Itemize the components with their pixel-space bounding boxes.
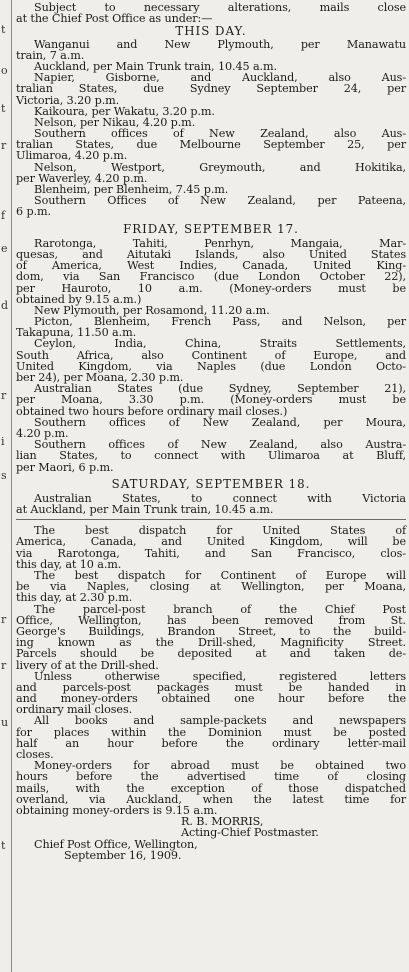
mail-entry-line: Ulimaroa, 4.20 p.m. bbox=[16, 149, 128, 163]
mail-entry-line: per Hauroto, 10 a.m. (Money-orders must be bbox=[16, 281, 406, 295]
notice-line: mails, with the exception of those dispatched bbox=[16, 781, 406, 795]
mail-entry-line: Napier, Gisborne, and Auckland, also Aus- bbox=[34, 71, 406, 85]
mail-entry-line: obtained two hours before ordinary mail closes.) bbox=[16, 404, 288, 418]
mail-entry-line: 4.20 p.m. bbox=[16, 426, 69, 440]
mail-entry-line: United Kingdom, via Naples (due London Octo- bbox=[16, 359, 406, 373]
mail-entry-line: Picton, Blenheim, French Pass, and Nelson, per bbox=[34, 315, 406, 329]
mail-entry-line: obtained by 9.15 a.m.) bbox=[16, 292, 142, 306]
mail-entry-line: Victoria, 3.20 p.m. bbox=[16, 93, 120, 107]
mail-entry-line: Wanganui and New Plymouth, per Manawatu bbox=[34, 37, 406, 51]
notice-line: The best dispatch for United States of bbox=[34, 524, 406, 538]
notice-line: via Rarotonga, Tahiti, and San Francisco, clos- bbox=[16, 546, 406, 560]
mail-entry-line: Nelson, Westport, Greymouth, and Hokitika, bbox=[34, 160, 406, 174]
mail-entry-line: dom, via San Francisco (due London October 22), bbox=[16, 270, 406, 284]
intro-line: Subject to necessary alterations, mails close bbox=[34, 1, 406, 14]
mail-entry-line: quesas, and Aitutaki Islands, also United States bbox=[16, 247, 406, 261]
mail-entry-line: Blenheim, per Blenheim, 7.45 p.m. bbox=[34, 183, 229, 196]
mail-entry-line: tralian States, due Melbourne September 25, per bbox=[16, 138, 406, 152]
signature-name: R. B. MORRIS, bbox=[181, 815, 264, 829]
margin-fragment-char: d bbox=[1, 299, 9, 312]
mail-entry-line: Rarotonga, Tahiti, Penrhyn, Mangaia, Mar- bbox=[34, 236, 406, 250]
mail-entry-line: per Maori, 6 p.m. bbox=[16, 460, 114, 474]
margin-fragment-char: o bbox=[1, 64, 8, 77]
notice-line: overland, via Auckland, when the latest time for bbox=[16, 792, 406, 806]
mail-entry-line: per Moana, 3.30 p.m. (Money-orders must be bbox=[16, 393, 406, 407]
mail-entry-line: Nelson, per Nikau, 4.20 p.m. bbox=[34, 115, 196, 129]
intro-line: at the Chief Post Office as under:— bbox=[16, 12, 213, 26]
margin-fragment-char: u bbox=[1, 716, 9, 729]
mail-entry-line: Ceylon, India, China, Straits Settlements, bbox=[34, 337, 406, 351]
notice-line: Office, Wellington, has been removed from St. bbox=[16, 613, 406, 627]
margin-fragment-char: s bbox=[1, 469, 7, 482]
notice-line: George's Buildings, Brandon Street, to the build- bbox=[16, 624, 406, 638]
margin-fragment-char: r bbox=[1, 139, 7, 152]
mail-entry-line: Auckland, per Main Trunk train, 10.45 a.m. bbox=[34, 59, 277, 73]
section-divider bbox=[16, 519, 406, 520]
margin-fragment-char: i bbox=[1, 435, 5, 448]
mail-entry-line: per Waverley, 4.20 p.m. bbox=[16, 171, 148, 185]
margin-fragment-char: r bbox=[1, 389, 7, 402]
notice-line: ordinary mail closes. bbox=[16, 703, 133, 717]
notice-line: half an hour before the ordinary letter-mail bbox=[16, 736, 406, 750]
margin-fragment-char: t bbox=[1, 23, 6, 36]
mail-notices-column bbox=[16, 0, 406, 861]
notice-line: this day, at 10 a.m. bbox=[16, 557, 122, 571]
mail-entry-line: South Africa, also Continent of Europe, and bbox=[16, 348, 406, 362]
section-heading-friday: FRIDAY, SEPTEMBER 17. bbox=[123, 221, 299, 236]
mail-entry-line: tralian States, due Sydney September 24, per bbox=[16, 82, 406, 96]
mail-entry-line: Southern offices of New Zealand, per Moura, bbox=[34, 415, 406, 429]
notice-line: this day, at 2.30 p.m. bbox=[16, 591, 133, 605]
notice-line: The best dispatch for Continent of Europe will bbox=[34, 569, 406, 582]
section-heading-saturday: SATURDAY, SEPTEMBER 18. bbox=[111, 476, 311, 491]
mail-entry-line: Australian States (due Sydney, September 21), bbox=[34, 382, 406, 396]
notice-line: livery of at the Drill-shed. bbox=[16, 658, 159, 672]
mail-entry-line: Kaikoura, per Wakatu, 3.20 p.m. bbox=[34, 104, 215, 118]
mail-entry-line: Takapuna, 11.50 a.m. bbox=[16, 326, 137, 340]
mail-entry-line: ber 24), per Moana, 2.30 p.m. bbox=[16, 371, 184, 384]
margin-fragment-char: f bbox=[1, 209, 6, 222]
margin-fragment-char: t bbox=[1, 839, 6, 852]
notice-line: closes. bbox=[16, 748, 54, 761]
mail-entry-line: at Auckland, per Main Trunk train, 10.45 a.m. bbox=[16, 503, 274, 517]
notice-line: ing known as the Drill-shed, Magnificity Street. bbox=[16, 636, 406, 650]
notice-line: and money-orders obtained one hour before the bbox=[16, 692, 406, 706]
mail-entry-line: Australian States, to connect with Victoria bbox=[34, 491, 406, 505]
mail-entry-line: Southern offices of New Zealand, also Austra- bbox=[34, 438, 406, 452]
left-column-fragment bbox=[0, 0, 10, 972]
margin-fragment-char: t bbox=[1, 102, 6, 115]
notice-line: America, Canada, and United Kingdom, will be bbox=[16, 535, 406, 549]
margin-fragment-char: r bbox=[1, 613, 7, 626]
notice-line: be via Naples, closing at Wellington, per Moana, bbox=[16, 580, 406, 594]
notice-line: Money-orders for abroad must be obtained two bbox=[34, 759, 406, 773]
mail-entry-line: Southern Offices of New Zealand, per Pateena, bbox=[34, 194, 406, 208]
signature-title: Acting-Chief Postmaster. bbox=[181, 826, 319, 840]
margin-fragment-char: e bbox=[1, 242, 8, 255]
margin-fragment-char: r bbox=[1, 659, 7, 672]
notice-line: Parcels should be deposited at and taken de- bbox=[16, 647, 406, 661]
mail-entry-line: Southern offices of New Zealand, also Aus- bbox=[34, 127, 406, 141]
column-rule bbox=[11, 0, 12, 972]
notice-line: The parcel-post branch of the Chief Post bbox=[34, 602, 406, 616]
notice-line: hours before the advertised time of closing bbox=[16, 770, 406, 784]
notice-line: obtaining money-orders is 9.15 a.m. bbox=[16, 803, 218, 817]
mail-entry-line: train, 7 a.m. bbox=[16, 48, 85, 62]
signature-date: September 16, 1909. bbox=[64, 848, 182, 862]
section-heading-this-day: THIS DAY. bbox=[175, 24, 247, 39]
mail-entry-line: 6 p.m. bbox=[16, 205, 51, 219]
mail-entry-line: of America, West Indies, Canada, United King- bbox=[16, 259, 406, 273]
signature-place: Chief Post Office, Wellington, bbox=[34, 837, 198, 851]
mail-entry-line: lian States, to connect with Ulimaroa at Bluff, bbox=[16, 449, 406, 463]
mail-entry-line: New Plymouth, per Rosamond, 11.20 a.m. bbox=[34, 303, 270, 317]
notice-line: for places within the Dominion must be posted bbox=[16, 725, 406, 739]
notice-line: and parcels-post packages must be handed in bbox=[16, 680, 406, 694]
notice-line: Unless otherwise specified, registered letters bbox=[34, 669, 406, 683]
notice-line: All books and sample-packets and newspapers bbox=[34, 714, 406, 728]
